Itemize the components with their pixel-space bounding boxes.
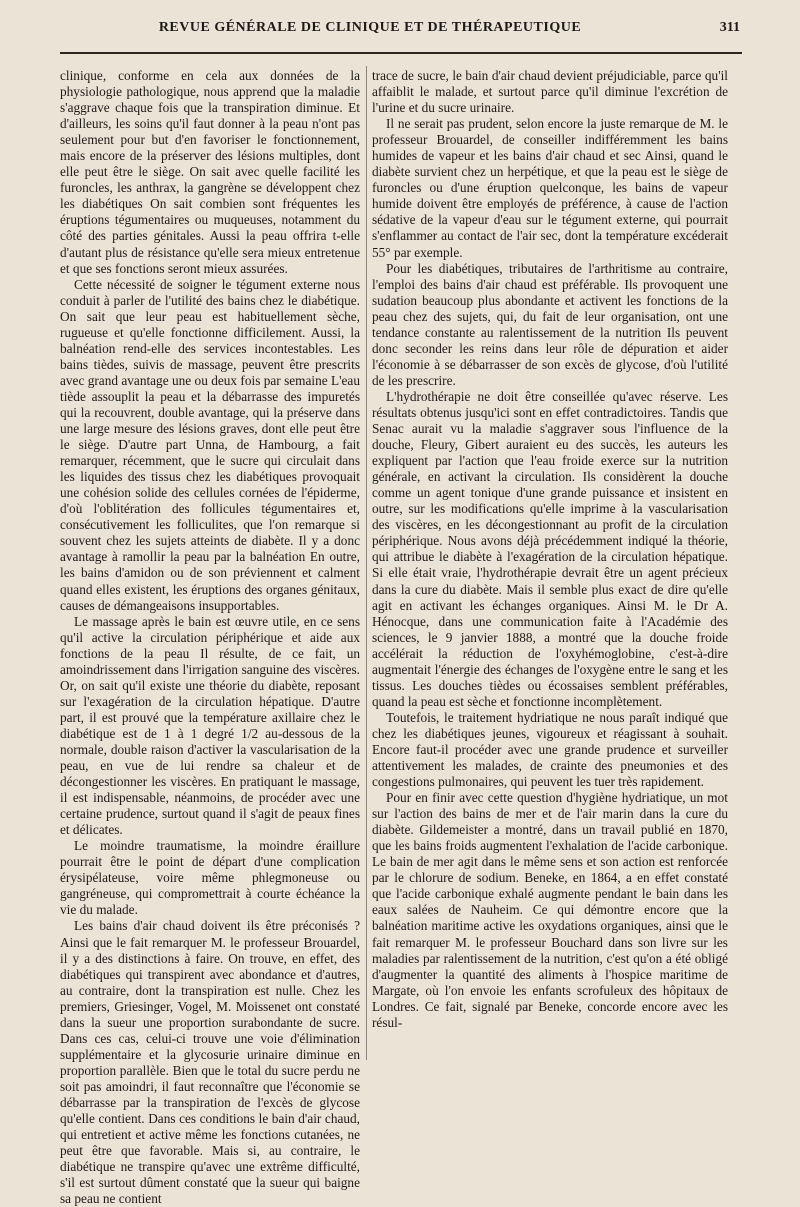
paragraph: Cette nécessité de soigner le tégument externe nous conduit à parler de l'utilité des bains chez le diabétique. On sait que leur peau est habituellement sèche, rugueuse et qu'elle fonctionne difficilement. Aussi, la balnéation rend-elle des services incontestables. Les bains tièdes, suivis de massage, peuvent être prescrits avec grand avantage une ou deux fois par semaine L'eau tiède assouplit la peau et la débarrasse des impuretés qui la recouvrent, double avantage, qui la préserve dans une large mesure des lésions graves, dont elle peut être le siège. D'autre part Unna, de Hambourg, a fait remarquer, récemment, que le sucre qui circulait dans les liquides des tissus chez les diabétiques provoquait une cohésion solide des cellules cornées de l'épiderme, d'où l'oblitération des follicules tégumentaires et, consécutivement les folliculites, que l'on remarque si souvent chez les sujets atteints de diabète. Il y a donc avantage à ramollir la peau par la balnéation En outre, les bains d'amidon ou de son préviennent et calment quand elles existent, les éruptions des organes génitaux, causes de démangeaisons insupportables. [60, 276, 360, 613]
paragraph: Pour les diabétiques, tributaires de l'arthritisme au contraire, l'emploi des bains d'air chaud est préférable. Ils provoquent une sudation beaucoup plus abondante et activent les fonctions de la peau chez des sujets, qui, du fait de leur organisation, ont une tendance constante au ralentissement de la nutrition Ils peuvent donc seconder les reins dans leur rôle de dépuration et aider l'économie à se débarrasser de son excès de glycose, d'où l'utilité de les prescrire. [372, 260, 728, 388]
right-column [372, 68, 728, 1062]
paragraph: Pour en finir avec cette question d'hygiène hydriatique, un mot sur l'action des bains de mer et de l'air marin dans la cure du diabète. Gildemeister a montré, dans un travail publié en 1870, que les bains froids augmentent l'exhalation de l'acide carbonique. Le bain de mer agit dans le même sens et son action est renforcée par le chlorure de sodium. Beneke, en 1864, a en effet constaté que l'acide carbonique exhalé augmente pendant le bain dans les eaux salées de Nauheim. Ce qui démontre encore que la balnéation maritime active les oxydations organiques, ainsi que le fait remarquer M. le professeur Bouchard dans son livre sur les maladies par ralentissement de la nutrition, c'est qu'on a été obligé d'augmenter la quantité des aliments à l'hospice maritime de Margate, où l'on envoie les enfants scrofuleux des hôpitaux de Londres. Ce fait, signalé par Beneke, concorde encore avec les résul- [372, 790, 728, 1030]
paragraph: Il ne serait pas prudent, selon encore la juste remarque de M. le professeur Brouardel, de conseiller indifféremment les bains humides de vapeur et les bains d'air chaud et sec Ainsi, quand le diabète survient chez un herpétique, et que la peau est le siège de furoncles ou d'une éruption quelconque, les bains de vapeur humide doivent être employés de préférence, à cause de l'action sédative de la vapeur d'eau sur le tégument externe, qui pourrait s'enflammer au contact de l'air sec, dont la température excéderait 55° par exemple. [372, 116, 728, 260]
running-title: REVUE GÉNÉRALE DE CLINIQUE ET DE THÉRAPEUTIQUE [158, 20, 582, 35]
left-column [60, 68, 360, 1207]
header-rule [60, 52, 742, 54]
paragraph: clinique, conforme en cela aux données de la physiologie pathologique, nous apprend que la maladie s'aggrave chaque fois que la transpiration diminue. Et d'ailleurs, les soins qu'il faut donner à la peau n'ont pas seulement pour but d'en favoriser le fonctionnement, mais encore de la préserver des lésions multiples, dont elle peut être le siège. On sait avec quelle facilité les furoncles, les anthrax, la gangrène se développent chez les diabétiques On sait combien sont fréquentes les éruptions tégumentaires ou muqueuses, notamment du côté des parties génitales. Aussi la peau offrira t-elle d'autant plus de résistance qu'elle sera mieux entretenue et que ses fonctions seront mieux assurées. [60, 68, 360, 276]
page-number: 311 [719, 20, 740, 35]
paragraph: L'hydrothérapie ne doit être conseillée qu'avec réserve. Les résultats obtenus jusqu'ici sont en effet contradictoires. Tandis que Senac aurait vu la maladie s'aggraver sous l'influence de la douche, Fleury, Gibert auraient eu des succès, les auteurs les expliquent par l'action que l'eau froide exerce sur la nutrition générale, en activant la circulation. Ils considèrent la douche comme un agent tonique d'une grande puissance et insistent en outre, sur les modifications qu'elle imprime à la vascularisation des viscères, en les décongestionnant au profit de la circulation périphérique. Nous avons déjà précédemment indiqué la théorie, qui attribue le diabète à l'exagération de la circulation hépatique. Si elle était vraie, l'hydrothérapie devrait être un agent précieux dans la cure du diabète. Mais il semble plus exact de dire qu'elle agit en activant les échanges organiques. Ainsi M. le Dr A. Hénocque, dans une communication faite à l'Académie des sciences, le 9 janvier 1888, a montré que la douche froide accélérait la réduction de l'oxyhémoglobine, c'est-à-dire augmentait l'énergie des échanges de l'oxygène entre le sang et les tissus. Les douches tièdes ou écossaises semblent préférables, quand la peau est sèche et fonctionne incomplètement. [372, 388, 728, 709]
paragraph: Les bains d'air chaud doivent ils être préconisés ? Ainsi que le fait remarquer M. le professeur Brouardel, il y a des distinctions à faire. On trouve, en effet, des diabétiques qui transpirent avec abondance et d'autres, au contraire, dont la transpiration est nulle. Chez les premiers, Griesinger, Vogel, M. Moissenet ont constaté dans la sueur une proportion surabondante de sucre. Dans ces cas, celui-ci trouve une voie d'élimination supplémentaire et la glycosurie urinaire diminue en proportion parallèle. Bien que le total du sucre perdu ne soit pas amoindri, il faut reconnaître que l'économie se débarrasse par la transpiration de l'excès de glycose qu'elle contient. Dans ces conditions le bain d'air chaud, qui entretient et active même les fonctions cutanées, ne peut être que favorable. Mais si, au contraire, le diabétique ne transpire qu'avec une extrême difficulté, s'il est surtout dûment constaté que la sueur qui baigne sa peau ne contient [60, 918, 360, 1207]
paragraph: Le moindre traumatisme, la moindre éraillure pourrait être le point de départ d'une complication érysipélateuse, voire même phlegmoneuse ou gangréneuse, qui compromettrait à courte échéance la vie du malade. [60, 838, 360, 918]
column-divider [366, 66, 367, 1060]
paragraph: Toutefois, le traitement hydriatique ne nous paraît indiqué que chez les diabétiques jeunes, vigoureux et réagissant à souhait. Encore faut-il procéder avec une grande prudence et surveiller attentivement les malades, de crainte des pneumonies et des congestions pulmonaires, qui peuvent les tuer très rapidement. [372, 709, 728, 790]
paragraph: Le massage après le bain est œuvre utile, en ce sens qu'il active la circulation périphérique et aide aux fonctions de la peau Il résulte, de ce fait, un amoindrissement dans l'irrigation sanguine des viscères. Or, on sait qu'il existe une théorie du diabète, reposant sur l'exagération de la circulation hépatique. D'autre part, il est prouvé que la température axillaire chez le diabétique est de 1 à 1 degré 1/2 au-dessous de la normale, double raison d'activer la vascularisation de la peau, en vue de lui rendre sa chaleur et de décongestionner les viscères. En pratiquant le massage, il est indispensable, néanmoins, de procéder avec une certaine prudence, surtout quand il s'agit de peaux fines et délicates. [60, 613, 360, 838]
page-header [60, 16, 740, 42]
paragraph: trace de sucre, le bain d'air chaud devient préjudiciable, parce qu'il affaiblit le malade, et surtout parce qu'il diminue l'excrétion de l'urine et du sucre urinaire. [372, 68, 728, 116]
